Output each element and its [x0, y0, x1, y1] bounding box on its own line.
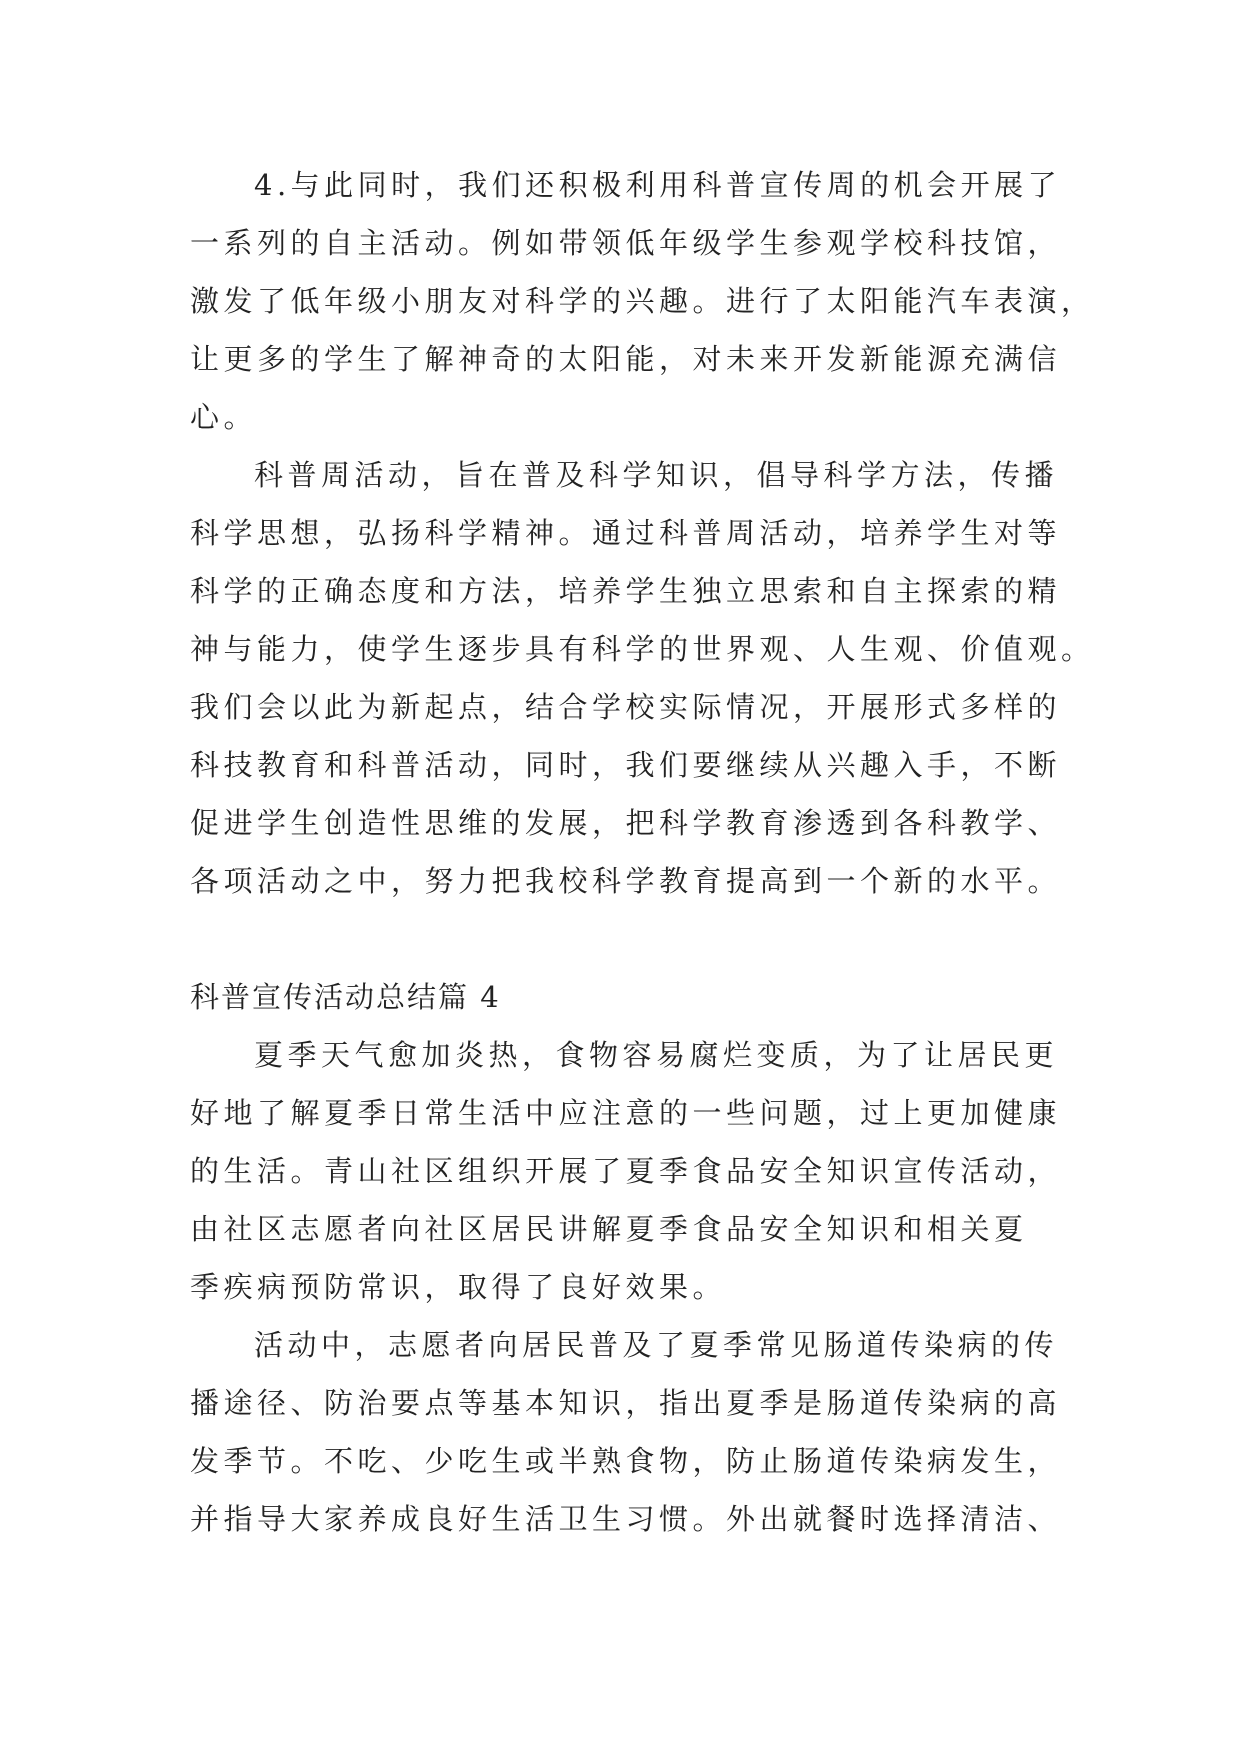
section-title: 科普宣传活动总结篇 4 [190, 980, 501, 1014]
paragraph-line: 好地了解夏季日常生活中应注意的一些问题，过上更加健康 [190, 1096, 1062, 1130]
paragraph-line: 科技教育和科普活动，同时，我们要继续从兴趣入手，不断 [190, 748, 1062, 782]
paragraph-line: 促进学生创造性思维的发展，把科学教育渗透到各科教学、 [190, 806, 1062, 840]
paragraph-line: 科普周活动，旨在普及科学知识，倡导科学方法，传播 [254, 458, 1059, 492]
paragraph-line: 我们会以此为新起点，结合学校实际情况，开展形式多样的 [190, 690, 1062, 724]
paragraph-line: 心。 [190, 400, 258, 434]
paragraph-line: 4.与此同时，我们还积极利用科普宣传周的机会开展了 [254, 168, 1062, 202]
paragraph-line: 发季节。不吃、少吃生或半熟食物，防止肠道传染病发生， [190, 1444, 1062, 1478]
paragraph-line: 并指导大家养成良好生活卫生习惯。外出就餐时选择清洁、 [190, 1502, 1062, 1536]
paragraph-line: 活动中，志愿者向居民普及了夏季常见肠道传染病的传 [254, 1328, 1059, 1362]
paragraph-line: 由社区志愿者向社区居民讲解夏季食品安全知识和相关夏 [190, 1212, 1028, 1246]
paragraph-line: 科学的正确态度和方法，培养学生独立思索和自主探索的精 [190, 574, 1062, 608]
paragraph-line: 各项活动之中，努力把我校科学教育提高到一个新的水平。 [190, 864, 1062, 898]
paragraph-line: 让更多的学生了解神奇的太阳能，对未来开发新能源充满信 [190, 342, 1062, 376]
paragraph-line: 激发了低年级小朋友对科学的兴趣。进行了太阳能汽车表演， [190, 284, 1095, 318]
paragraph-line: 夏季天气愈加炎热，食物容易腐烂变质，为了让居民更 [254, 1038, 1059, 1072]
paragraph-line: 一系列的自主活动。例如带领低年级学生参观学校科技馆， [190, 226, 1062, 260]
paragraph-line: 神与能力，使学生逐步具有科学的世界观、人生观、价值观。 [190, 632, 1095, 666]
paragraph-line: 播途径、防治要点等基本知识，指出夏季是肠道传染病的高 [190, 1386, 1062, 1420]
paragraph-line: 季疾病预防常识，取得了良好效果。 [190, 1270, 727, 1304]
paragraph-line: 科学思想，弘扬科学精神。通过科普周活动，培养学生对等 [190, 516, 1062, 550]
paragraph-line: 的生活。青山社区组织开展了夏季食品安全知识宣传活动， [190, 1154, 1062, 1188]
